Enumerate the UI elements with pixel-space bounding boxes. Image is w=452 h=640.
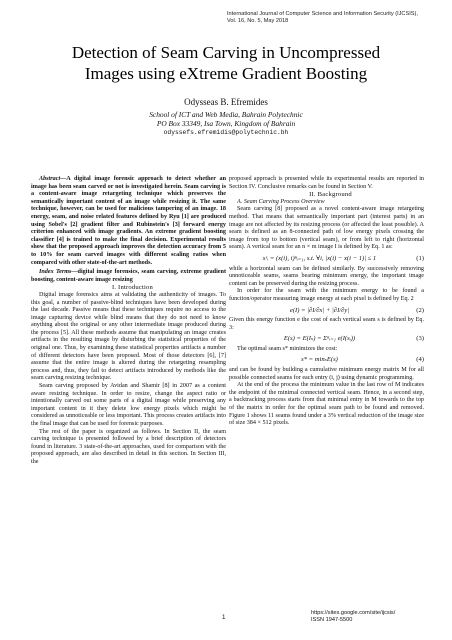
background-paragraph-7: At the end of the process the minimum value in the last row of M indicates the endpoint of the minimal connected vertical seam. Hence, in a second step, a backtracking process starts from that minimal entry in M towards to the top of the matrix in order for the optimal seam path to be found and removed. Figure 1 shows 11 seams found under a 3% vertical reduction of the image size of size 384 × 512 pixels. bbox=[229, 382, 424, 427]
equation-3-body: E(s) = E(Iₛ) = Σⁿᵢ₌₁ e(I(sᵢ)) bbox=[283, 335, 356, 343]
background-paragraph-1: Seam carving [8] proposed as a novel content-aware image retargeting method. That means that semantically important part (interest parts) in an image are not affected by its resizing process (or affected the least possible). A seam is defined as an 8-connected path of low energy pixels crossing the image from top to bottom (vertical seam), or from left to right (horizontal seam). A vertical seam for an n × m image I is defined by Eq. 1 as: bbox=[229, 206, 424, 251]
equation-2-number: (2) bbox=[416, 306, 424, 314]
section-heading-introduction: I. Introduction bbox=[111, 284, 154, 292]
affiliation-address: PO Box 33349, Isa Town, Kingdom of Bahrain bbox=[156, 119, 296, 129]
right-column bbox=[229, 176, 424, 428]
equation-1-number: (1) bbox=[416, 254, 424, 262]
index-terms-text: —digital image forensics, seam carving, extreme gradient boosting, content-aware image resizing bbox=[31, 269, 226, 283]
index-terms-label: Index Terms bbox=[39, 269, 72, 276]
title-line-1: Detection of Seam Carving in Uncompressed bbox=[71, 43, 381, 62]
abstract-text: —A digital image forensic approach to detect whether an image has been seam carved or not is investigated herein. Seam carving is a content-aware image retargeting technique which preserves the semantically important content of an image while resizing it. The same technique, however, can be used for malicious tampering of an image. 18 energy, seam, and noise related features defined by Ryu [1] are produced using Sobel's [2] gradient filter and Rubinstein's [3] forward energy criterion enhanced with image gradients. An extreme gradient boosting classifier [4] is trained to make the final decision. Experimental results show that the proposed approach improves the detection accuracy from 5 to 10% for seam carved images with different scaling ratios when compared with other state-of-the-art methods. bbox=[31, 176, 226, 266]
issn-number: ISSN 1947-5500 bbox=[311, 617, 353, 623]
abstract-label: Abstract bbox=[39, 176, 61, 182]
subsection-heading-seam-carving: A. Seam Carving Process Overview bbox=[237, 198, 325, 205]
equation-4 bbox=[229, 356, 424, 364]
intro-paragraph-3: The rest of the paper is organized as follows. In Section II, the seam carving technique is presented followed by a brief description of detectors found in literature. 3 state-of-the-art approaches, used for comparison with the proposed approach, are also described in detail in this section. In Section III, the bbox=[31, 428, 226, 465]
equation-2-body: e(I) = |∂I/∂x| + |∂I/∂y| bbox=[289, 306, 350, 314]
background-paragraph-2: while a horizontal seam can be defined similarly. By successively removing unnoticeable seams, seams bearing minimum energy, the important image content can be preserved during the resizing process. bbox=[229, 265, 424, 287]
abstract bbox=[31, 176, 226, 267]
background-paragraph-5: The optimal seam s* minimizes the cost: bbox=[237, 345, 338, 352]
author-name: Odysseas B. Efremides bbox=[184, 97, 268, 107]
title-line-2: Images using eXtreme Gradient Boosting bbox=[84, 64, 368, 83]
index-terms bbox=[31, 269, 226, 284]
journal-volume: Vol. 16, No. 5, May 2018 bbox=[227, 18, 289, 24]
intro-paragraph-1: Digital image forensics aims at validating the authenticity of images. To this goal, a number of passive-blind techniques have been developed during the last decade. Passive means that these techniques require no access to the image capturing device while blind means that they do not need to know anything about the original or any other intermediate image produced during the process [5]. All these methods assume that manipulating an image creates artifacts in the resulting image by disturbing the statistical properties of the original one. Thus, by examining these statistical properties artifacts a number of different detectors have been proposed. Most of those detectors [6], [7] assume that the entire image is altered during the retargeting resampling process and, thus, they fail to detect artifacts introduced by methods like the seam carving resizing technique. bbox=[31, 291, 226, 382]
equation-1 bbox=[229, 255, 424, 263]
equation-1-body: sˣᵢ = (x(i), i)ⁿᵢ₌₁, s.t. ∀i, |x(i) − x(i − 1)| ≤ 1 bbox=[262, 254, 377, 262]
paper-title bbox=[30, 42, 422, 84]
journal-url-link[interactable]: https://sites.google.com/site/ijcsis/ bbox=[311, 610, 396, 616]
equation-3-number: (3) bbox=[416, 335, 424, 343]
background-paragraph-4: Given this energy function e the cost of each vertical seam s is defined by Eq. 3: bbox=[229, 317, 424, 331]
background-paragraph-3: In order for the seam with the minimum energy to be found a function/operator measuring image energy at each pixel is defined by Eq. 2 bbox=[229, 288, 424, 302]
intro-continuation: proposed approach is presented while its experimental results are reported in Section IV. Conclusive remarks can be found in Section V. bbox=[229, 176, 424, 190]
affiliation-school: School of ICT and Web Media, Bahrain Polytechnic bbox=[149, 110, 303, 119]
section-heading-background: II. Background bbox=[309, 191, 352, 199]
journal-header bbox=[227, 11, 437, 25]
author-block bbox=[40, 96, 412, 138]
footer-publisher-info bbox=[311, 610, 441, 624]
equation-4-body: s* = minₛE(s) bbox=[301, 356, 338, 364]
journal-name: International Journal of Computer Science and Information Security (IJCSIS), bbox=[227, 11, 418, 17]
left-column bbox=[31, 176, 226, 467]
intro-paragraph-2: Seam carving proposed by Avidan and Shamir [8] in 2007 as a content aware resizing technique. In order to resize, change the aspect ratio or intentionally carved out some parts of a digital image while preserving any important content in it they delete low energy pixels which might be considered as unnoticeable or less important. This process creates artifacts into the final image that can be used for forensic purposes. bbox=[31, 383, 226, 427]
equation-3 bbox=[229, 335, 424, 343]
equation-2 bbox=[229, 307, 424, 315]
author-email[interactable]: odyssefs.efremidis@polytechnic.bh bbox=[163, 129, 289, 137]
background-paragraph-6: and can be found by building a cumulative minimum energy matrix M for all possible connected seams for each entry (i, j) using dynamic programming. bbox=[229, 367, 424, 381]
equation-4-number: (4) bbox=[416, 356, 424, 364]
page-number: 1 bbox=[222, 614, 226, 621]
